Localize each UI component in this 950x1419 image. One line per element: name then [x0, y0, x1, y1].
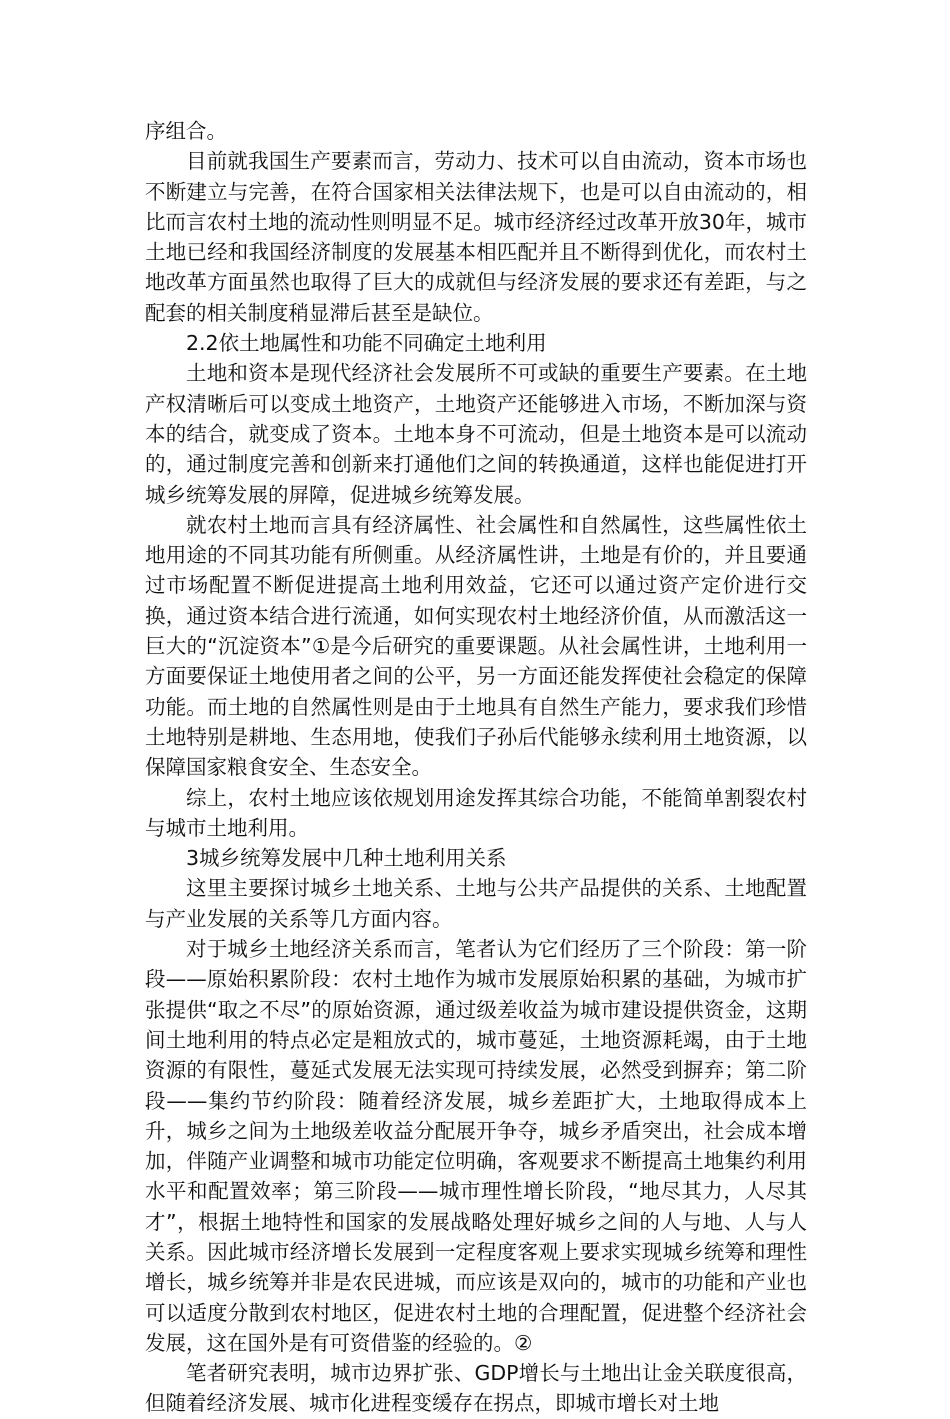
body-paragraph-continued: 序组合。: [145, 119, 227, 143]
body-paragraph: 笔者研究表明，城市边界扩张、GDP增长与土地出让金关联度很高，但随着经济发展、城市化进程变缓存在拐点，即城市增长对土地: [145, 1361, 807, 1416]
body-paragraph: 综上，农村土地应该依规划用途发挥其综合功能，不能简单割裂农村与城市土地利用。: [145, 785, 807, 840]
body-paragraph: 目前就我国生产要素而言，劳动力、技术可以自由流动，资本市场也不断建立与完善，在符合国家相关法律法规下，也是可以自由流动的，相比而言农村土地的流动性则明显不足。城市经济经过改革开放30年，城市土地已经和我国经济制度的发展基本相匹配并且不断得到优化，而农村土地改革方面虽然也取得了巨大的成就但与经济发展的要求还有差距，与之配套的相关制度稍显滞后甚至是缺位。: [145, 149, 807, 325]
body-paragraph: 对于城乡土地经济关系而言，笔者认为它们经历了三个阶段：第一阶段——原始积累阶段：农村土地作为城市发展原始积累的基础，为城市扩张提供“取之不尽”的原始资源，通过级差收益为城市建设提供资金，这期间土地利用的特点必定是粗放式的，城市蔓延，土地资源耗竭，由于土地资源的有限性，蔓延式发展无法实现可持续发展，必然受到摒弃；第二阶段——集约节约阶段：随着经济发展，城乡差距扩大，土地取得成本上升，城乡之间为土地级差收益分配展开争夺，城乡矛盾突出，社会成本增加，伴随产业调整和城市功能定位明确，客观要求不断提高土地集约利用水平和配置效率；第三阶段——城市理性增长阶段，“地尽其力，人尽其才”，根据土地特性和国家的发展战略处理好城乡之间的人与地、人与人关系。因此城市经济增长发展到一定程度客观上要求实现城乡统筹和理性增长，城乡统筹并非是农民进城，而应该是双向的，城市的功能和产业也可以适度分散到农村地区，促进农村土地的合理配置，促进整个经济社会发展，这在国外是有可资借鉴的经验的。②: [145, 937, 807, 1355]
body-paragraph: 土地和资本是现代经济社会发展所不可或缺的重要生产要素。在土地产权清晰后可以变成土地资产，土地资产还能够进入市场，不断加深与资本的结合，就变成了资本。土地本身不可流动，但是土地资本是可以流动的，通过制度完善和创新来打通他们之间的转换通道，这样也能促进打开城乡统筹发展的屏障，促进城乡统筹发展。: [145, 361, 807, 507]
document-page: [145, 116, 807, 1419]
section-heading: 3城乡统筹发展中几种土地利用关系: [186, 846, 507, 871]
body-paragraph: 就农村土地而言具有经济属性、社会属性和自然属性，这些属性依土地用途的不同其功能有所侧重。从经济属性讲，土地是有价的，并且要通过市场配置不断促进提高土地利用效益，它还可以通过资产定价进行交换，通过资本结合进行流通，如何实现农村土地经济价值，从而激活这一巨大的“沉淀资本”①是今后研究的重要课题。从社会属性讲，土地利用一方面要保证土地使用者之间的公平，另一方面还能发挥使社会稳定的保障功能。而土地的自然属性则是由于土地具有自然生产能力，要求我们珍惜土地特别是耕地、生态用地，使我们子孙后代能够永续利用土地资源，以保障国家粮食安全、生态安全。: [145, 512, 807, 780]
body-paragraph: 这里主要探讨城乡土地关系、土地与公共产品提供的关系、土地配置与产业发展的关系等几方面内容。: [145, 876, 807, 931]
section-heading: 2.2依土地属性和功能不同确定土地利用: [186, 331, 547, 356]
